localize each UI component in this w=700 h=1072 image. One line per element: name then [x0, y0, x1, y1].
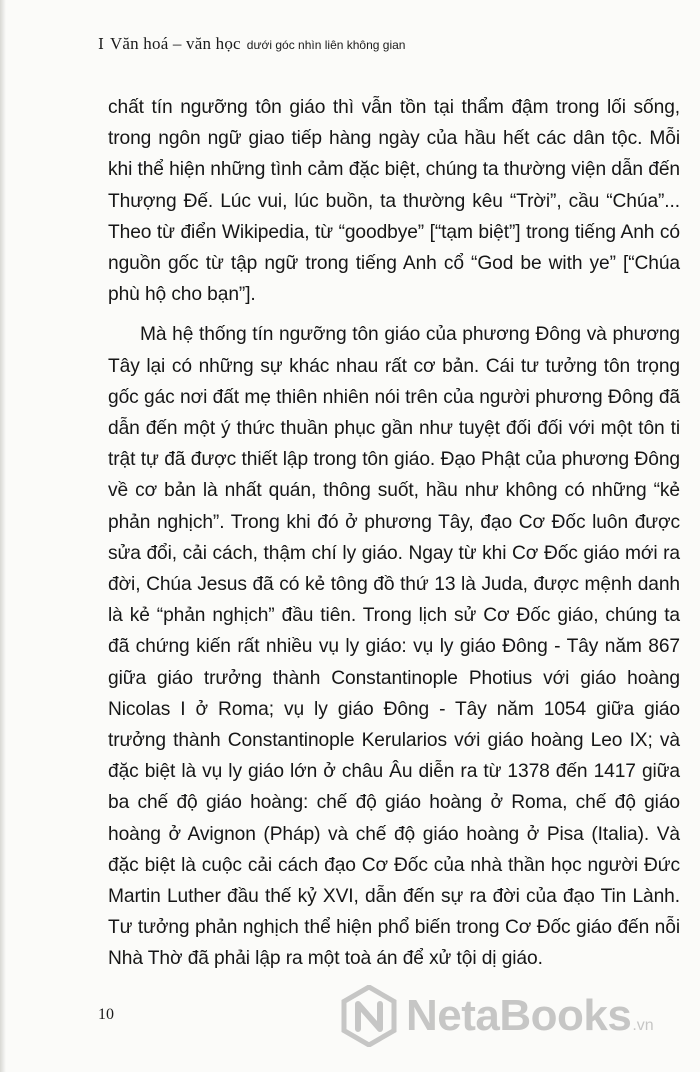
header-subtitle: dưới góc nhìn liên không gian	[246, 38, 406, 52]
paragraph-2: Mà hệ thống tín ngưỡng tôn giáo của phương Đông và phương Tây lại có những sự khác nhau rất cơ bản. Cái tư tưởng tôn trọng gốc gác nơi đất mẹ thiên nhiên nói trên của người phương Đông đã dẫn đến một ý thức thuần phục gần như tuyệt đối đối với một tôn ti trật tự đã được thiết lập trong tôn giáo. Đạo Phật của phương Đông về cơ bản là nhất quán, thông suốt, hầu như không có những “kẻ phản nghịch”. Trong khi đó ở phương Tây, đạo Cơ Đốc luôn được sửa đổi, cải cách, thậm chí ly giáo. Ngay từ khi Cơ Đốc giáo mới ra đời, Chúa Jesus đã có kẻ tông đồ thứ 13 là Juda, được mệnh danh là kẻ “phản nghịch” đầu tiên. Trong lịch sử Cơ Đốc giáo, chúng ta đã chứng kiến rất nhiều vụ ly giáo: vụ ly giáo Đông - Tây năm 867 giữa giáo trưởng thành Constantinople Photius với giáo hoàng Nicolas I ở Roma; vụ ly giáo Đông - Tây năm 1054 giữa giáo trưởng thành Constantinople Kerularios với giáo hoàng Leo IX; và đặc biệt là vụ ly giáo lớn ở châu Âu diễn ra từ 1378 đến 1417 giữa ba chế độ giáo hoàng: chế độ giáo hoàng ở Roma, chế độ giáo hoàng ở Avignon (Pháp) và chế độ giáo hoàng ở Pisa (Italia). Và đặc biệt là cuộc cải cách đạo Cơ Đốc của nhà thần học người Đức Martin Luther đầu thế kỷ XVI, dẫn đến sự ra đời của đạo Tin Lành. Tư tưởng phản nghịch thể hiện phổ biến trong Cơ Đốc giáo đến nỗi Nhà Thờ đã phải lập ra một toà án để xử tội dị giáo.	[108, 324, 680, 970]
watermark-brand: NetaBooks	[406, 991, 632, 1040]
watermark-suffix: .vn	[632, 1017, 654, 1034]
running-header	[98, 34, 658, 54]
page-spine-shadow	[0, 0, 6, 1072]
watermark	[338, 983, 688, 1049]
netabooks-logo-icon	[338, 985, 400, 1047]
page-number: 10	[98, 1006, 114, 1023]
paragraph-1: chất tín ngưỡng tôn giáo thì vẫn tồn tại thẩm đậm trong lối sống, trong ngôn ngữ giao tiếp hàng ngày của hầu hết các dân tộc. Mỗi khi thể hiện những tình cảm đặc biệt, chúng ta thường viện dẫn đến Thượng Đế. Lúc vui, lúc buồn, ta thường kêu “Trời”, cầu “Chúa”... Theo từ điển Wikipedia, từ “goodbye” [“tạm biệt”] trong tiếng Anh có nguồn gốc từ tập ngữ trong tiếng Anh cổ “God be with ye” [“Chúa phù hộ cho bạn”].	[108, 97, 680, 306]
body-text	[108, 92, 680, 975]
header-title: Văn hoá – văn học	[109, 34, 241, 53]
header-mark: I	[98, 35, 104, 53]
